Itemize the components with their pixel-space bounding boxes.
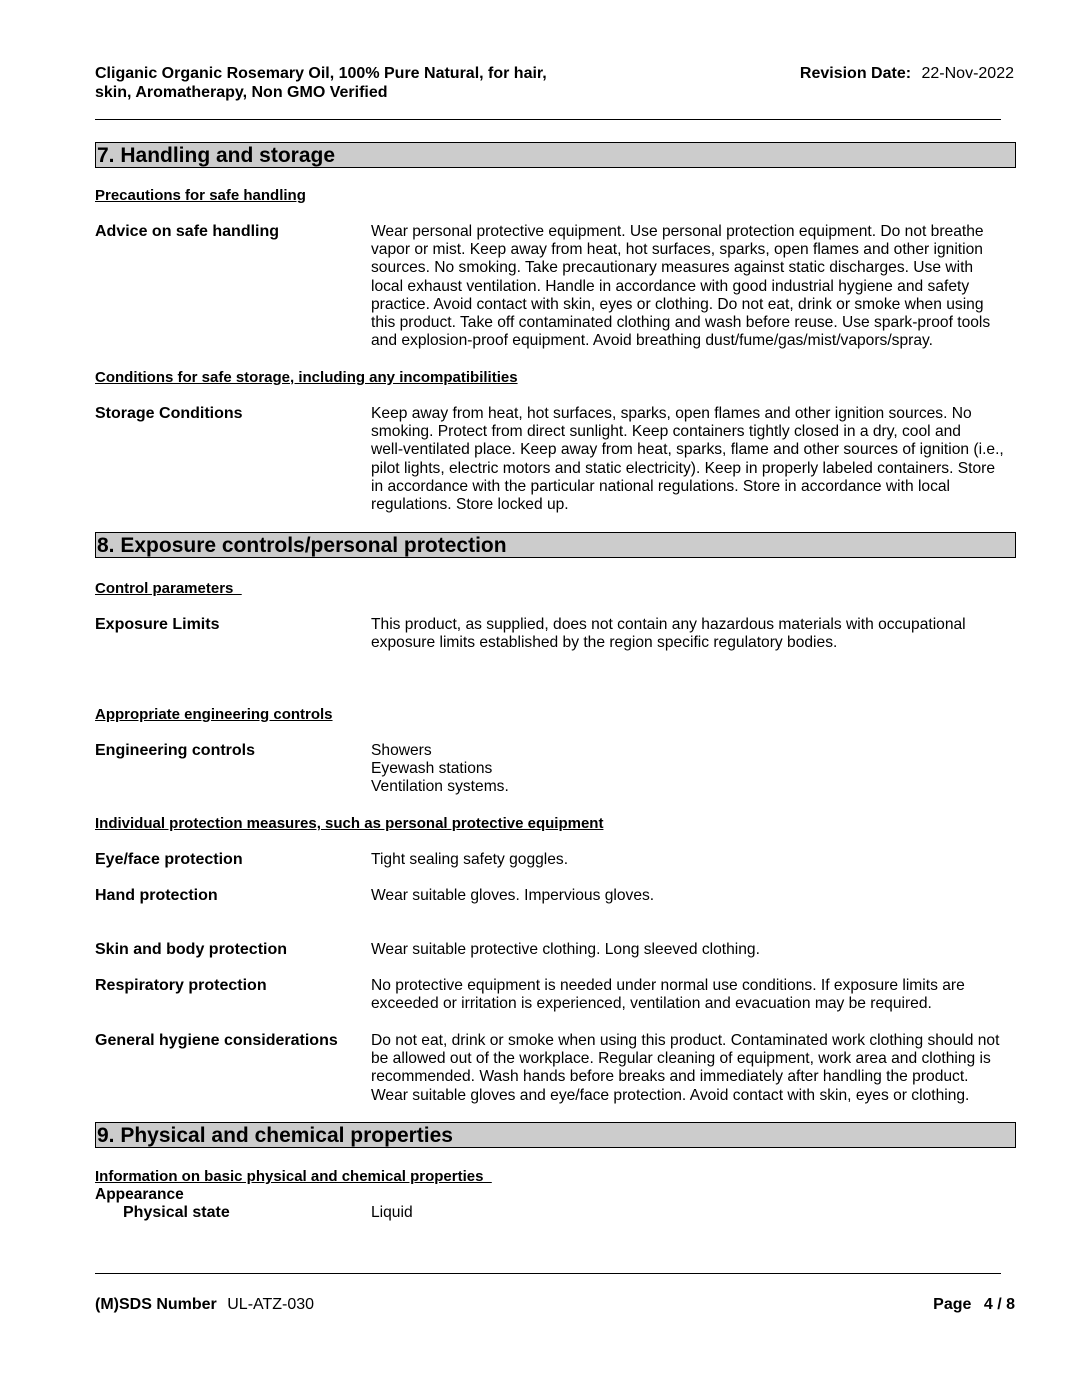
sds-number (95, 1296, 314, 1314)
hygiene-label: General hygiene considerations (95, 1032, 338, 1049)
page-value: 4 / 8 (983, 1296, 1015, 1313)
text-line: pilot lights, electric motors and static electricity). Keep in properly labeled containers. Store (371, 459, 996, 477)
page-number (933, 1296, 1015, 1314)
text-line: exposure limits established by the region specific regulatory bodies. (371, 634, 838, 652)
respiratory-label: Respiratory protection (95, 977, 267, 994)
ppe-subheading: Individual protection measures, such as personal protective equipment (95, 815, 604, 832)
sds-number-label: (M)SDS Number (95, 1296, 217, 1313)
text-line: practice. Avoid contact with skin, eyes or clothing. Do not eat, drink or smoke when using (371, 295, 984, 313)
eye-face-label: Eye/face protection (95, 851, 243, 868)
text-line: and explosion-proof equipment. Avoid breathing dust/fume/gas/mist/vapors/spray. (371, 332, 933, 350)
sds-number-value: UL-ATZ-030 (227, 1296, 315, 1313)
storage-value (371, 405, 1016, 514)
text-line: vapor or mist. Keep away from heat, hot surfaces, sparks, open flames and other ignition (371, 241, 983, 259)
engineering-controls-value (371, 742, 1016, 797)
text-line: Ventilation systems. (371, 778, 509, 796)
control-parameters-subheading: Control parameters (95, 580, 242, 597)
revision-date (800, 64, 1014, 83)
text-line: this product. Take off contaminated clothing and wash before reuse. Use spark-proof tools (371, 314, 991, 332)
footer-divider (95, 1273, 1001, 1274)
text-line: Eyewash stations (371, 760, 493, 778)
precautions-subheading: Precautions for safe handling (95, 187, 306, 204)
text-line: sources. No smoking. Take precautionary measures against static discharges. Use with (371, 259, 974, 277)
text-line: in accordance with the particular national regulations. Store in accordance with local (371, 477, 951, 495)
physical-state-label: Physical state (123, 1204, 230, 1221)
section-9-heading: 9. Physical and chemical properties (95, 1122, 1016, 1148)
conditions-subheading: Conditions for safe storage, including any incompatibilities (95, 369, 518, 386)
revision-date-value: 22-Nov-2022 (921, 65, 1014, 82)
text-line: exceeded or irritation is experienced, ventilation and evacuation may be required. (371, 995, 932, 1013)
physical-state-value: Liquid (371, 1204, 413, 1221)
advice-label: Advice on safe handling (95, 223, 280, 240)
storage-label: Storage Conditions (95, 405, 243, 422)
skin-body-value: Wear suitable protective clothing. Long sleeved clothing. (371, 941, 760, 958)
text-line: smoking. Protect from direct sunlight. Keep containers tightly closed in a dry, cool and (371, 423, 961, 441)
text-line: Showers (371, 742, 432, 759)
text-line: well-ventilated place. Keep away from heat, sparks, flame and other sources of ignition (i.e., (371, 441, 1004, 459)
appearance-label: Appearance (95, 1186, 184, 1203)
text-line: recommended. Wash hands before breaks and immediately after handling the product. (371, 1068, 969, 1086)
eye-face-value: Tight sealing safety goggles. (371, 851, 569, 868)
product-title (95, 64, 595, 102)
exposure-limits-value (371, 616, 1016, 652)
page-label: Page (933, 1296, 972, 1313)
skin-body-label: Skin and body protection (95, 941, 288, 958)
engineering-subheading: Appropriate engineering controls (95, 706, 333, 723)
header-divider (95, 119, 1001, 120)
text-line: Do not eat, drink or smoke when using this product. Contaminated work clothing should not (371, 1032, 1000, 1049)
revision-date-label: Revision Date: (799, 65, 912, 82)
text-line: Wear suitable gloves and eye/face protection. Avoid contact with skin, eyes or clothing. (371, 1086, 970, 1104)
text-line: local exhaust ventilation. Handle in accordance with good industrial hygiene and safety (371, 277, 970, 295)
respiratory-value (371, 977, 1016, 1013)
hand-protection-label: Hand protection (95, 887, 218, 904)
hand-protection-value: Wear suitable gloves. Impervious gloves. (371, 887, 655, 904)
text-line: Wear personal protective equipment. Use personal protection equipment. Do not breathe (371, 223, 984, 240)
section-8-heading: 8. Exposure controls/personal protection (95, 532, 1016, 558)
basic-properties-subheading: Information on basic physical and chemical properties (95, 1168, 492, 1185)
text-line: This product, as supplied, does not contain any hazardous materials with occupational (371, 616, 966, 633)
product-title-line: skin, Aromatherapy, Non GMO Verified (95, 84, 388, 101)
product-title-line: Cliganic Organic Rosemary Oil, 100% Pure Natural, for hair, (95, 65, 547, 82)
text-line: be allowed out of the workplace. Regular cleaning of equipment, work area and clothing is (371, 1050, 991, 1068)
text-line: regulations. Store locked up. (371, 496, 569, 514)
advice-value (371, 223, 1016, 350)
engineering-controls-label: Engineering controls (95, 742, 256, 759)
text-line: Keep away from heat, hot surfaces, sparks, open flames and other ignition sources. No (371, 405, 972, 422)
hygiene-value (371, 1032, 1016, 1105)
section-7-heading: 7. Handling and storage (95, 142, 1016, 168)
text-line: No protective equipment is needed under normal use conditions. If exposure limits are (371, 977, 965, 994)
exposure-limits-label: Exposure Limits (95, 616, 220, 633)
